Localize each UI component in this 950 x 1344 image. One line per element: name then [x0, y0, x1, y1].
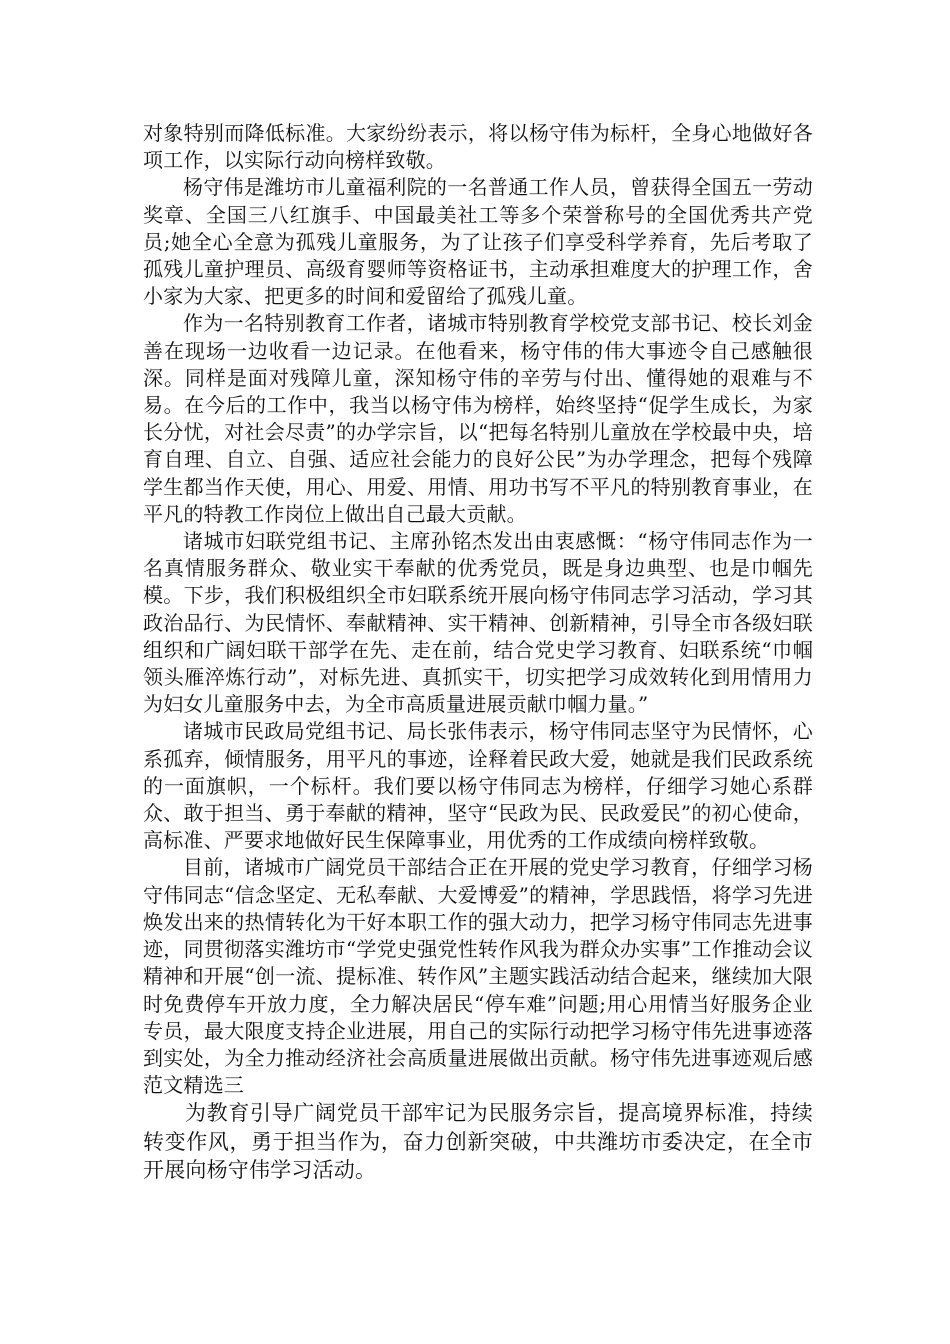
paragraph-continued: 对象特别而降低标准。大家纷纷表示，将以杨守伟为标杆，全身心地做好各项工作，以实际行动向榜样致敬。 [143, 121, 813, 173]
paragraph-civil-affairs: 诸城市民政局党组书记、局长张伟表示，杨守伟同志坚守为民情怀，心系孤弃，倾情服务，用平凡的事迹，诠释着民政大爱，她就是我们民政系统的一面旗帜，一个标杆。我们要以杨守伟同志为榜样，仔细学习她心系群众、敢于担当、勇于奉献的精神，坚守“民政为民、民政爱民”的初心使命，高标准、严要求地做好民生保障事业，用优秀的工作成绩向榜样致敬。 [143, 719, 813, 853]
paragraph-learning-campaign: 为教育引导广阔党员干部牢记为民服务宗旨，提高境界标准，持续转变作风，勇于担当作为，奋力创新突破，中共潍坊市委决定，在全市开展向杨守伟学习活动。 [143, 1101, 813, 1183]
document-page [143, 120, 813, 1185]
paragraph-yang-shouwei-profile: 杨守伟是潍坊市儿童福利院的一名普通工作人员，曾获得全国五一劳动奖章、全国三八红旗手、中国最美社工等多个荣誉称号的全国优秀共产党员;她全心全意为孤残儿童服务，为了让孩子们享受科学养育，先后考取了孤残儿童护理员、高级育婴师等资格证书，主动承担难度大的护理工作，舍小家为大家、把更多的时间和爱留给了孤残儿童。 [143, 175, 813, 309]
paragraph-womens-federation: 诸城市妇联党组书记、主席孙铭杰发出由衷感慨：“杨守伟同志作为一名真情服务群众、敬业实干奉献的优秀党员，既是身边典型、也是巾帼先模。下步，我们积极组织全市妇联系统开展向杨守伟同志学习活动，学习其政治品行、为民情怀、奉献精神、实干精神、创新精神，引导全市各级妇联组织和广阔妇联干部学在先、走在前，结合党史学习教育、妇联系统“巾帼领头雁淬炼行动”，对标先进、真抓实干，切实把学习成效转化到用情用力为妇女儿童服务中去，为全市高质量进展贡献巾帼力量。” [143, 529, 813, 717]
paragraph-party-members: 目前，诸城市广阔党员干部结合正在开展的党史学习教育，仔细学习杨守伟同志“信念坚定、无私奉献、大爱博爱”的精神，学思践悟，将学习先进焕发出来的热情转化为干好本职工作的强大动力，把学习杨守伟同志先进事迹，同贯彻落实潍坊市“学党史强党性转作风我为群众办实事”工作推动会议精神和开展“创一流、提标准、转作风”主题实践活动结合起来，继续加大限时免费停车开放力度，全力解决居民“停车难”问题;用心用情当好服务企业专员，最大限度支持企业进展，用自己的实际行动把学习杨守伟先进事迹落到实处，为全力推动经济社会高质量进展做出贡献。杨守伟先进事迹观后感范文精选三 [143, 855, 813, 1098]
paragraph-special-education: 作为一名特别教育工作者，诸城市特别教育学校党支部书记、校长刘金善在现场一边收看一边记录。在他看来，杨守伟的伟大事迹令自己感触很深。同样是面对残障儿童，深知杨守伟的辛劳与付出、懂得她的艰难与不易。在今后的工作中，我当以杨守伟为榜样，始终坚持“促学生成长，为家长分忧，对社会尽责”的办学宗旨，以“把每名特别儿童放在学校最中央，培育自理、自立、自强、适应社会能力的良好公民”为办学理念，把每个残障学生都当作天使，用心、用爱、用情、用功书写不平凡的特别教育事业，在平凡的特教工作岗位上做出自己最大贡献。 [143, 311, 813, 526]
